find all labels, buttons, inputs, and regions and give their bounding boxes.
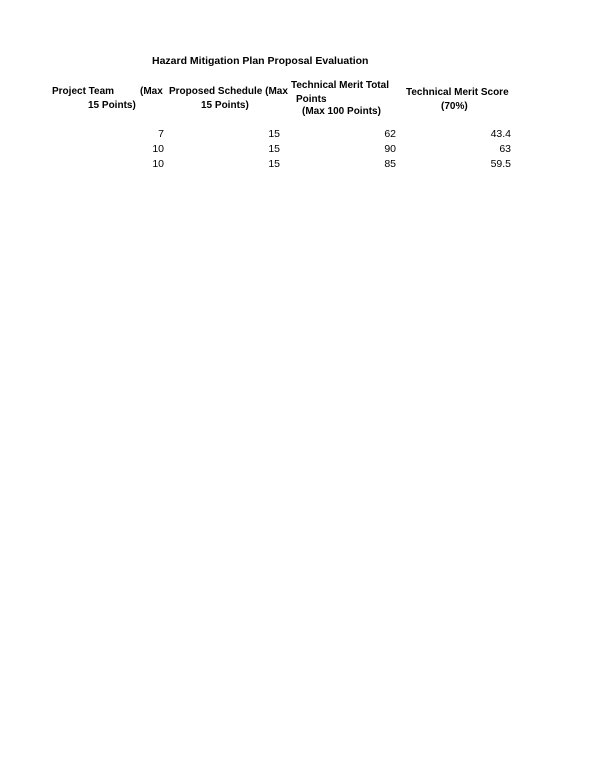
table-row (0, 143, 600, 158)
header-merit-total-max: (Max 100 Points) (302, 106, 381, 117)
cell-merit-score: 59.5 (490, 158, 511, 170)
header-project-team: Project Team (52, 86, 115, 97)
table-row (0, 128, 600, 143)
header-merit-score: Technical Merit Score (406, 87, 509, 98)
cell-merit-score: 63 (499, 143, 511, 155)
table-row (0, 158, 600, 173)
header-merit-score-pct: (70%) (441, 101, 468, 112)
header-merit-total: Technical Merit Total (291, 80, 389, 91)
cell-project-team: 7 (158, 128, 164, 140)
header-project-team-max: (Max (140, 86, 163, 97)
page-title: Hazard Mitigation Plan Proposal Evaluation (152, 55, 369, 67)
cell-project-team: 10 (152, 158, 164, 170)
cell-schedule: 15 (268, 143, 280, 155)
cell-merit-score: 43.4 (490, 128, 511, 140)
cell-merit-total: 90 (384, 143, 396, 155)
cell-merit-total: 85 (384, 158, 396, 170)
header-schedule-points: 15 Points) (201, 100, 249, 111)
cell-project-team: 10 (152, 143, 164, 155)
header-merit-total-points: Points (296, 94, 327, 105)
cell-schedule: 15 (268, 128, 280, 140)
cell-schedule: 15 (268, 158, 280, 170)
header-project-team-points: 15 Points) (88, 100, 136, 111)
header-schedule: Proposed Schedule (Max (169, 86, 288, 97)
cell-merit-total: 62 (384, 128, 396, 140)
